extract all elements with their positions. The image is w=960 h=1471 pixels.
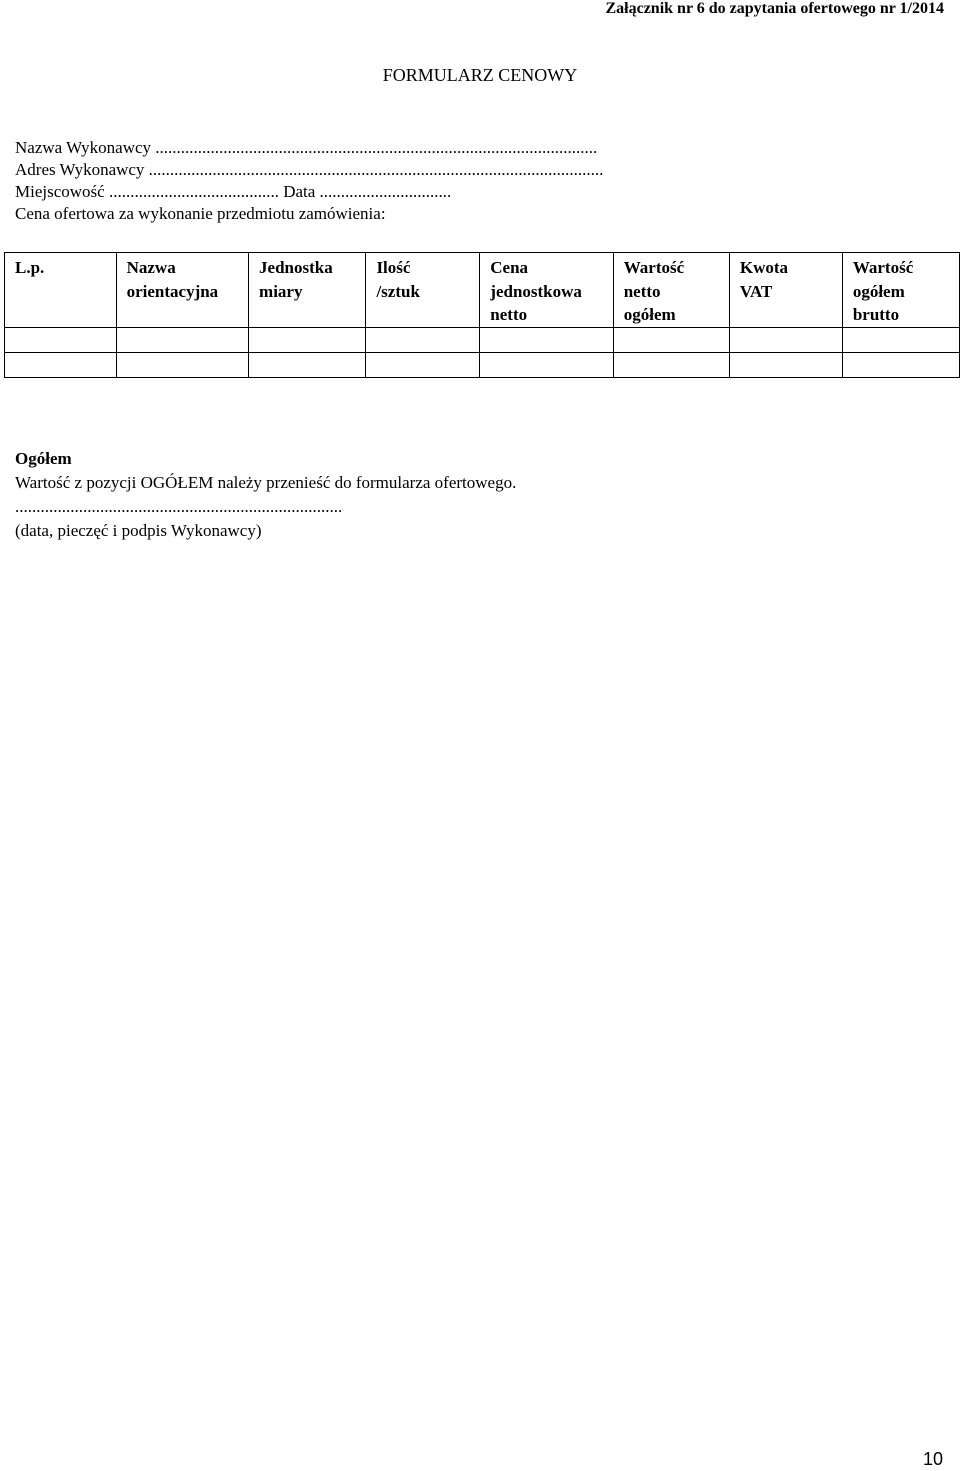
- price-table: [4, 252, 960, 378]
- table-cell: [613, 327, 729, 352]
- page-number: 10: [923, 1449, 944, 1469]
- table-cell: [729, 327, 842, 352]
- column-header-net-value: [613, 253, 729, 328]
- column-header-unit-price-net: [480, 253, 613, 328]
- table-cell: [116, 327, 248, 352]
- table-cell: [366, 327, 480, 352]
- column-header-line: miary: [259, 281, 303, 301]
- table-cell: [842, 327, 959, 352]
- signature-caption: (data, pieczęć i podpis Wykonawcy): [15, 521, 262, 540]
- column-header-line: jednostkowa: [490, 281, 582, 301]
- column-header-line: netto: [623, 281, 661, 301]
- column-header-line: ogółem: [852, 281, 905, 301]
- column-header-line: brutto: [852, 305, 900, 324]
- form-title: FORMULARZ CENOWY: [382, 65, 578, 85]
- table-row: [5, 352, 960, 377]
- total-note: Wartość z pozycji OGÓŁEM należy przenieść do formularza ofertowego.: [15, 473, 517, 492]
- place-date-line: Miejscowość ........................................ Data ...............................: [15, 182, 452, 201]
- signature-dots: .............................................................................: [15, 497, 343, 516]
- table-cell: [729, 352, 842, 377]
- table-row: [5, 327, 960, 352]
- column-header-line: L.p.: [15, 258, 45, 277]
- column-header-line: Kwota: [739, 258, 789, 277]
- column-header-unit: [249, 253, 366, 328]
- table-cell: [249, 352, 366, 377]
- column-header-line: Wartość: [623, 258, 685, 277]
- table-cell: [366, 352, 480, 377]
- column-header-line: Jednostka: [259, 258, 333, 277]
- contractor-address-line: Adres Wykonawcy ...........................................................................................................: [15, 160, 604, 179]
- table-body: [5, 327, 960, 377]
- column-header-line: /sztuk: [376, 281, 420, 301]
- contractor-fields: [15, 137, 603, 225]
- column-header-line: orientacyjna: [126, 281, 219, 301]
- column-header-vat-amount: [729, 253, 842, 328]
- contractor-name-line: Nazwa Wykonawcy ........................................................................................................: [15, 138, 598, 157]
- column-header-line: Cena: [490, 258, 529, 277]
- column-header-line: Ilość: [376, 258, 411, 277]
- column-header-line: netto: [490, 305, 528, 324]
- table-cell: [613, 352, 729, 377]
- column-header-gross-value: [842, 253, 959, 328]
- column-header-line: Wartość: [852, 258, 914, 277]
- total-label: Ogółem: [15, 449, 72, 468]
- column-header-line: Nazwa: [126, 258, 176, 277]
- table-cell: [5, 352, 117, 377]
- annex-label: Załącznik nr 6 do zapytania ofertowego nr 1/2014: [605, 0, 944, 17]
- table-cell: [480, 352, 613, 377]
- column-header-name: [116, 253, 248, 328]
- footer: [15, 447, 516, 543]
- column-header-lp: [5, 253, 117, 328]
- table-header-row: [5, 253, 960, 328]
- column-header-line: ogółem: [623, 305, 676, 324]
- table-cell: [249, 327, 366, 352]
- column-header-qty: [366, 253, 480, 328]
- table-cell: [5, 327, 117, 352]
- table-cell: [480, 327, 613, 352]
- column-header-line: VAT: [739, 281, 773, 301]
- offer-price-line: Cena ofertowa za wykonanie przedmiotu zamówienia:: [15, 204, 386, 223]
- table-cell: [116, 352, 248, 377]
- table-cell: [842, 352, 959, 377]
